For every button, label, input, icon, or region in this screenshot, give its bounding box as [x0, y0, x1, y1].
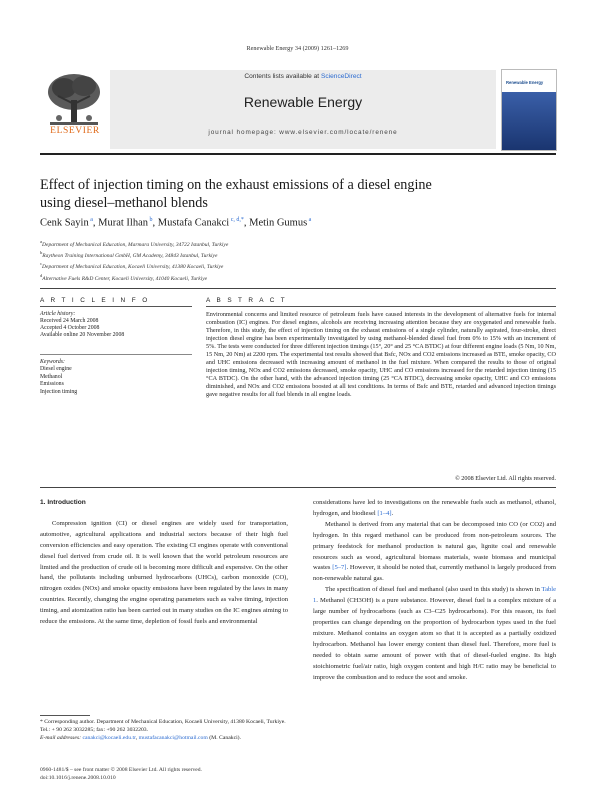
cover-graphic	[502, 92, 556, 150]
keyword: Methanol	[40, 373, 63, 380]
affiliations	[40, 238, 540, 283]
paragraph	[313, 498, 556, 520]
abstract-rule	[206, 306, 556, 307]
affiliation-text: Alternative Fuels R&D Center, Kocaeli University, 41040 Kocaeli, Turkiye	[42, 275, 208, 282]
keyword: Emissions	[40, 381, 64, 388]
citation-link[interactable]: [5–7]	[332, 564, 347, 572]
affiliation	[40, 238, 540, 249]
paragraph-text: The specification of diesel fuel and methanol (also used in this study) is shown in	[325, 586, 542, 594]
abstract-end-rule	[40, 487, 556, 488]
journal-cover-image	[501, 69, 557, 151]
cover-title: Renewable Energy	[506, 80, 544, 85]
author-name[interactable]: Cenk Sayin	[40, 217, 89, 229]
contents-available-line	[110, 73, 496, 80]
running-head: Renewable Energy 34 (2009) 1261–1269	[246, 45, 349, 52]
keyword: Injection timing	[40, 388, 78, 395]
corresponding-author-footnote	[40, 718, 288, 743]
title-line-2: using diesel–methanol blends	[40, 195, 208, 211]
affiliation-text: Raytheon Training International GmbH, GM Academy, 34843 Istanbul, Turkiye	[42, 253, 218, 260]
contents-prefix: Contents lists available at	[244, 73, 321, 80]
author-name[interactable]: Murat Ilhan	[98, 217, 149, 229]
affiliation	[40, 260, 540, 271]
author-list	[40, 217, 560, 229]
article-title	[40, 176, 540, 212]
affiliation-text: Department of Mechanical Education, Kocaeli University, 41380 Kocaeli, Turkiye	[42, 264, 224, 271]
author-name[interactable]: Mustafa Canakci	[157, 217, 230, 229]
paragraph	[313, 520, 556, 585]
article-footer	[40, 767, 288, 782]
email-owner: (M. Canakci).	[207, 735, 241, 742]
journal-name: Renewable Energy	[243, 94, 363, 110]
affiliation-text: Department of Mechanical Education, Marmara University, 34722 Istanbul, Turkiye	[42, 241, 229, 248]
keywords-label: Keywords:	[40, 359, 65, 365]
table-link[interactable]: Table 1	[313, 586, 556, 605]
author-separator: ,	[243, 217, 250, 229]
body-right-column	[313, 498, 556, 683]
author-separator: ,	[92, 217, 99, 229]
front-matter-line: 0960-1481/$ – see front matter © 2008 Elsevier Ltd. All rights reserved.	[40, 767, 202, 773]
author-sup[interactable]: a	[88, 217, 93, 223]
journal-homepage-link[interactable]: journal homepage: www.elsevier.com/locate/renene	[208, 129, 398, 136]
online-date: Available online 20 November 2008	[40, 332, 125, 339]
author-separator: ,	[152, 217, 158, 229]
affiliation-sup: c	[40, 261, 43, 267]
sciencedirect-link[interactable]: ScienceDirect	[320, 73, 362, 80]
paragraph	[313, 585, 556, 683]
accepted-date: Accepted 4 October 2008	[40, 325, 100, 332]
paragraph-text: . Methanol (CH3OH) is a pure substance. However, diesel fuel is a complex mixture of a large number of hydrocarbons (such as C3–C25 hydrocarbons). For this reason, its fuel properties can change depending on the proportion of hydrocarbon types used in the fuel mixture. Methanol contains an oxygen atom so that it is accepted as a partially oxidized hydrocarbon. Methanol has lower energy content than diesel fuel. Therefore, more fuel is needed to obtain same amount of power with that of diesel-fueled engine. Its high stoichiometric fuel/air ratio, high oxygen content and high H/C ratio may be beneficial to improve the combustion and to reduce the soot and smoke.	[313, 597, 556, 681]
author-sup[interactable]: c, d,*	[229, 217, 244, 223]
received-date: Received 24 March 2008	[40, 318, 99, 325]
section-heading: 1. Introduction	[40, 499, 86, 506]
author-sup[interactable]: a	[307, 217, 312, 223]
affiliation-sup: d	[40, 272, 43, 278]
doi-link[interactable]: doi:10.1016/j.renene.2008.10.010	[40, 774, 116, 781]
abstract-heading: A B S T R A C T	[206, 297, 288, 304]
section-rule	[40, 288, 556, 289]
affiliation	[40, 249, 540, 260]
author-name[interactable]: Metin Gumus	[249, 217, 308, 229]
email-link[interactable]: mustafacanakci@hotmail.com	[138, 735, 208, 742]
paragraph: Compression ignition (CI) or diesel engines are widely used for transportation, automotive, agricultural applications and industrial sectors because of their high fuel conversion efficiencies and easy operation. The existing CI engines operate with conventional diesel fuel derived from crude oil. It is well known that the world petroleum resources are limited and the production of crude oil is becoming more difficult and expensive. On the other hand, the pollutants including unburned hydrocarbons (UHCs), carbon monoxide (CO), nitrogen oxides (NOx) and smoke opacity emissions have been regulated by the laws in many countries. Recently, changing the engine operating parameters such as valve timing, injection timing, and atomization ratio has been carried out in many studies on the IC engines aiming to reduce the emissions. At the same time, depletion of fossil fuels and environmental	[40, 519, 288, 626]
header-rule	[40, 153, 556, 155]
affiliation-sup: a	[40, 239, 43, 244]
copyright: © 2008 Elsevier Ltd. All rights reserved.	[455, 475, 556, 482]
keyword: Diesel engine	[40, 366, 72, 373]
footnote-rule	[40, 715, 90, 716]
elsevier-tree-logo-icon	[44, 70, 104, 130]
abstract-text: Environmental concerns and limited resource of petroleum fuels have caused interests in the development of alternative fuels for internal combustion (IC) engines. For diesel engines, alcohols are receiving increasing attention because they are oxygenated and renewable fuels. Therefore, in this study, the effect of injection timing on the exhaust emissions of a single cylinder, naturally aspirated, four-stroke, direct injection diesel engine has been experimentally investigated by using methanol-blended diesel fuel from 0% to 15% with an increment of 5%. The tests were conducted for three different injection timings (15°, 20° and 25 °CA BTDC) at four different engine loads (5 Nm, 10 Nm, 15 Nm, 20 Nm) at 2200 rpm. The experimental test results showed that Bsfc, NOx and CO2 emissions increased as BTE, smoke opacity, CO and UHC emissions decreased with increasing amount of methanol in the fuel mixture. When compared the results to those of original injection timing, NOx and CO2 emissions decreased, smoke opacity, UHC and CO emissions increased for the retarded injection timing (15 °CA BTDC). On the other hand, with the advanced injection timing (25 °CA BTDC), decreasing smoke opacity, UHC and CO emissions diminished, and NOx and CO2 emissions boosted at all test conditions. In terms of Bsfc and BTE, retarded and advanced injection timings gave negative results for all fuel blends in all engine loads.	[206, 311, 556, 398]
paragraph-text: Methanol is derived from any material that can be decomposed into CO (or CO2) and hydrogen. In this regard methanol can be produced from non-petroleum sources. The primary feedstock for methanol production is natural gas, lignite coal and renewable resources such as wood, agricultural biomass materials, waste biomass and municipal wastes	[313, 520, 556, 572]
body-left-column	[40, 498, 288, 628]
email-link[interactable]: canakci@kocaeli.edu.tr	[82, 735, 136, 742]
paragraph-text: .	[391, 509, 394, 517]
keywords	[40, 359, 192, 396]
elsevier-logo-text: ELSEVIER	[50, 126, 100, 136]
affiliation-sup: b	[40, 250, 43, 256]
article-info-heading: A R T I C L E I N F O	[40, 297, 150, 304]
footnote-text: * Corresponding author. Department of Mechanical Education, Kocaeli University, 41380 Kocaeli, Turkiye. Tel.: + 90 262 3032285; fax: +90 262 3032203.	[40, 719, 286, 734]
email-label: E-mail addresses:	[40, 735, 83, 742]
title-line-1: Effect of injection timing on the exhaust emissions of a diesel engine	[40, 177, 432, 193]
article-history	[40, 311, 192, 339]
history-label: Article history:	[40, 311, 76, 317]
affiliation	[40, 272, 540, 283]
paragraph-text: . However, it should be noted that, currently methanol is largely produced from non-renewable natural gas.	[313, 564, 556, 583]
article-info-rule	[40, 306, 192, 307]
email-separator: ,	[135, 735, 139, 742]
author-sup[interactable]: b	[148, 217, 153, 223]
keywords-rule	[40, 354, 192, 355]
citation-link[interactable]: [1–4]	[377, 509, 392, 517]
paragraph-text: considerations have led to investigations on the renewable fuels such as methanol, ethanol, hydrogen, and biodiesel	[313, 499, 556, 517]
